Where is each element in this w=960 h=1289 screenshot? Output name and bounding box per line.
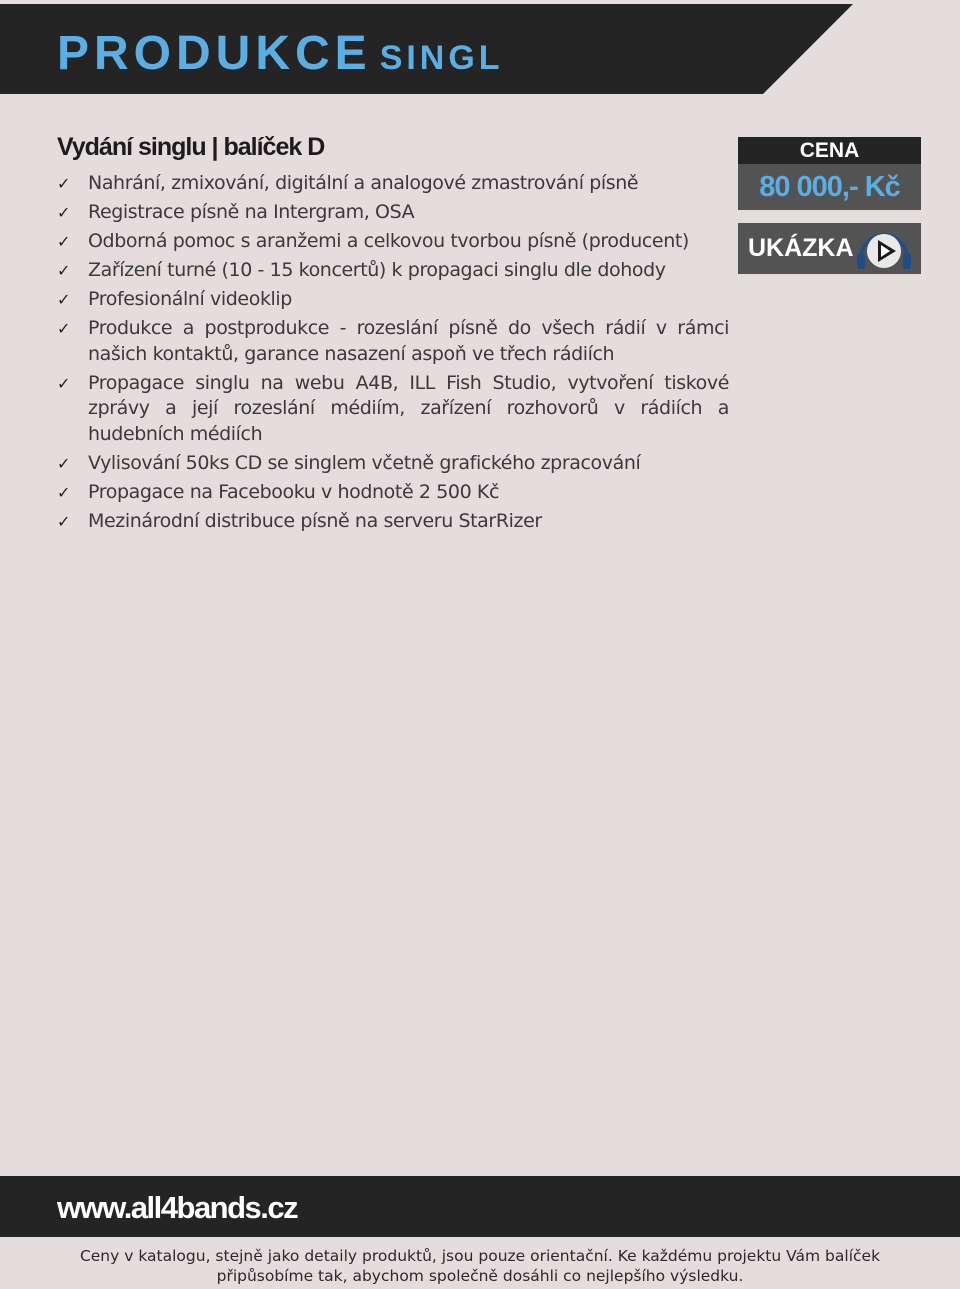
check-icon: ✓ xyxy=(57,290,71,309)
check-icon: ✓ xyxy=(57,174,71,193)
check-icon: ✓ xyxy=(57,232,71,251)
demo-button[interactable] xyxy=(738,223,921,274)
list-item xyxy=(57,480,729,506)
feature-list xyxy=(57,171,729,538)
check-icon: ✓ xyxy=(57,319,71,338)
page-title-main: PRODUKCE xyxy=(57,27,372,80)
check-icon: ✓ xyxy=(57,482,71,502)
list-item xyxy=(57,451,729,477)
website-link[interactable]: www.all4bands.cz xyxy=(57,1190,298,1225)
list-item xyxy=(57,200,729,226)
check-icon: ✓ xyxy=(57,261,71,280)
feature-text: Vylisování 50ks CD se singlem včetně grafického zpracování xyxy=(88,451,641,474)
list-item xyxy=(57,287,729,313)
feature-text: Produkce a postprodukce - rozeslání písně do všech rádií v rámci našich kontaktů, garance nasazení aspoň ve třech rádiích xyxy=(88,317,729,365)
list-item xyxy=(57,229,729,255)
page-title xyxy=(57,26,504,81)
price-box xyxy=(738,137,921,210)
feature-text: Zařízení turné (10 - 15 koncertů) k propagaci singlu dle dohody xyxy=(88,259,666,281)
check-icon: ✓ xyxy=(57,203,71,222)
play-headphones-icon xyxy=(856,226,912,272)
price-value: 80 000,- Kč xyxy=(759,171,900,203)
feature-text: Profesionální videoklip xyxy=(88,288,292,310)
feature-text: Mezinárodní distribuce písně na serveru StarRizer xyxy=(88,509,542,532)
footer-bar xyxy=(0,1176,960,1237)
price-label: CENA xyxy=(738,137,921,164)
check-icon: ✓ xyxy=(57,511,71,531)
feature-text: Nahrání, zmixování, digitální a analogové zmastrování písně xyxy=(88,172,639,194)
page-title-sub: SINGL xyxy=(379,39,504,77)
feature-text: Propagace singlu na webu A4B, ILL Fish Studio, vytvoření tiskové zprávy a její rozeslání médiím, zařízení rozhovorů v rádiích a hudebních médiích xyxy=(88,371,729,445)
list-item xyxy=(57,171,729,197)
package-title: Vydání singlu | balíček D xyxy=(57,133,325,161)
feature-text: Propagace na Facebooku v hodnotě 2 500 Kč xyxy=(88,480,500,503)
list-item xyxy=(57,371,729,448)
list-item xyxy=(57,258,729,284)
list-item xyxy=(57,316,729,367)
list-item xyxy=(57,509,729,535)
header-banner xyxy=(0,4,960,94)
feature-text: Registrace písně na Intergram, OSA xyxy=(88,201,415,223)
demo-label: UKÁZKA xyxy=(748,234,854,262)
check-icon: ✓ xyxy=(57,453,71,473)
check-icon: ✓ xyxy=(57,373,71,393)
footer-disclaimer: Ceny v katalogu, stejně jako detaily produktů, jsou pouze orientační. Ke každému projektu Vám balíček připůsobíme tak, abychom společně dosáhli co nejlepšího výsledku. xyxy=(79,1247,881,1285)
feature-text: Odborná pomoc s aranžemi a celkovou tvorbou písně (producent) xyxy=(88,230,689,252)
